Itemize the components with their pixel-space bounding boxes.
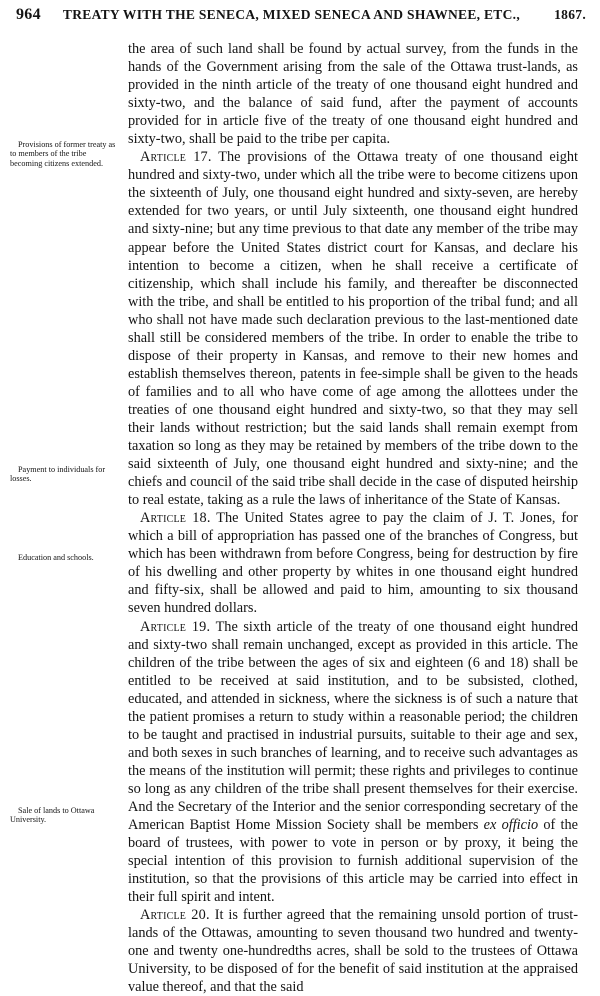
article-18-label: Article 18.	[140, 510, 211, 527]
article-18	[128, 509, 578, 617]
running-title: TREATY WITH THE SENECA, MIXED SENECA AND SHAWNEE, ETC.,	[62, 7, 521, 22]
article-17	[128, 148, 578, 509]
article-20-text: It is further agreed that the remaining unsold portion of trust-lands of the Ottawas, amounting to seven thousand two hundred and twenty-one and twenty one-hundredths acres, shall be sold to the trustees of Ottawa University, to be disposed of for the benefit of said institution at the appraised value thereof, and that the said	[128, 907, 579, 996]
page-number: 964	[16, 6, 41, 23]
article-17-label: Article 17.	[140, 149, 212, 166]
running-header	[16, 6, 586, 24]
article-19-text-after: of the board of trustees, with power to vote in person or by proxy, it being the special intention of this provision to furnish additional supervision of the institution, so that the provisions of this article may be carried into effect in their full spirit and intent.	[128, 817, 578, 906]
article-19	[128, 618, 578, 907]
article-19-label: Article 19.	[140, 618, 211, 635]
margin-note-payment: Payment to individuals for losses.	[10, 465, 106, 484]
article-19-text-before: The sixth article of the treaty of one thousand eight hundred and sixty-two shall remain unchanged, except as provided in this article. The children of the tribe between the ages of six and eighteen (6 and 18) shall be entitled to be received at said institution, and to be subsisted, clothed, educated, and attended in sickness, where the sickness is of such a nature that the patient promises a return to study within a reasonable period; the children to be taught and practised in industrial pursuits, suitable to their age and sex, and both sexes in such branches of learning, and to receive such advantages as the means of the institution will permit; these rights and privileges to continue so long as any children of the tribe shall present themselves for their exercise. And the Secretary of the Interior and the senior corresponding secretary of the American Baptist Home Mission Society shall be members	[128, 618, 578, 834]
article-20	[128, 906, 578, 996]
treaty-body	[128, 40, 578, 996]
article-20-label: Article 20.	[140, 907, 210, 924]
article-18-text: The United States agree to pay the claim of J. T. Jones, for which a bill of appropriation has passed one of the branches of Congress, but which has been withdrawn from before Congress, being for destruction by fire of his dwelling and other property by whites in one thousand eight hundred and fifty-six, shall be allowed and paid to him, amounting to six thousand seven hundred dollars.	[128, 510, 578, 617]
margin-note-ottawa-university: Sale of lands to Ottawa University.	[10, 806, 95, 825]
margin-note-education: Education and schools.	[18, 553, 94, 562]
running-year: 1867.	[554, 7, 586, 22]
article-17-text: The provisions of the Ottawa treaty of one thousand eight hundred and sixty-two, under which all the tribe were to become citizens upon the sixteenth of July, one thousand eight hundred and sixty-seven, are hereby extended for two years, or until July sixteenth, one thousand eight hundred and sixty-nine; but any time previous to that date any member of the tribe may appear before the United States district court for Kansas, and declare his intention to become a citizen, when he shall receive a certificate of citizenship, which shall include his family, and thereafter be disconnected with the tribe, and shall be entitled to his proportion of the tribal fund; and all who shall not have made such declaration previous to the last-mentioned date shall still be considered members of the tribe. In order to enable the tribe to dispose of their property in Kansas, and remove to their new homes and establish themselves thereon, patents in fee-simple shall be given to the heads of families and to all who have come of age among the allottees under the treaties of one thousand eight hundred and sixty-two, so that they may sell their lands without restriction; but the said lands shall remain exempt from taxation so long as they may be retained by members of the tribe down to the said sixteenth of July, one thousand eight hundred and sixty-nine; and the chiefs and council of the said tribe shall decide in the case of disputed heirship to real estate, taking as a rule the laws of inheritance of the State of Kansas.	[128, 149, 578, 509]
margin-note-citizenship: Provisions of former treaty as to members of the tribe becoming citizens extended.	[10, 140, 116, 168]
continuation-paragraph: the area of such land shall be found by actual survey, from the funds in the hands of the Government arising from the sale of the Ottawa trust-lands, as provided in the ninth article of the treaty of one thousand eight hundred and sixty-two, and the balance of said fund, after the payment of accounts provided for in article five of the treaty of one thousand eight hundred and sixty-two, shall be paid to the tribe per capita.	[128, 41, 578, 148]
article-19-italic: ex officio	[483, 817, 539, 834]
